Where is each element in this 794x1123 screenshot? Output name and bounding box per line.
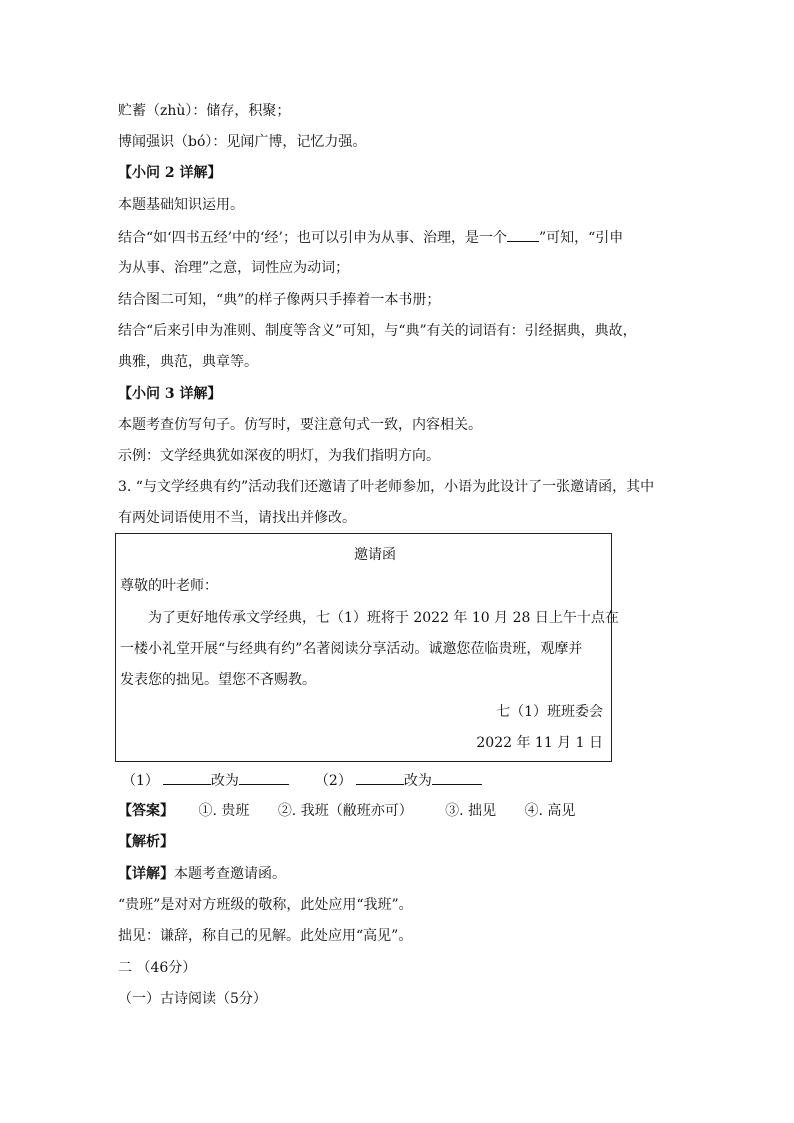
question-3-line-1: 3. “与文学经典有约”活动我们还邀请了叶老师参加，小语为此设计了一张邀请函，其中 xyxy=(118,479,655,495)
invitation-signer: 七（1）班班委会 xyxy=(496,704,603,720)
fill-blanks-line xyxy=(122,770,482,791)
q2-heading: 【小问 2 详解】 xyxy=(118,165,222,181)
vocab-line-2: 博闻强识（bó）：见闻广博，记忆力强。 xyxy=(118,134,367,150)
answer-option-1: ①. 贵班 xyxy=(198,803,250,819)
answer-label: 【答案】 xyxy=(118,803,174,819)
fill-blank-1a[interactable] xyxy=(163,770,211,785)
q2-paragraph-1-cont: 为从事、治理”之意，词性应为动词； xyxy=(118,260,350,276)
invitation-box xyxy=(115,533,619,762)
fill-blank-2b[interactable] xyxy=(432,770,482,785)
question-3-line-2: 有两处词语使用不当，请找出并修改。 xyxy=(118,510,356,526)
analysis-line-1: “贵班”是对对方班级的敬称，此处应用“我班”。 xyxy=(118,897,413,913)
fill-item-2-number: （2） xyxy=(314,773,352,789)
fill-blank-1b[interactable] xyxy=(239,770,289,785)
detail-label: 【详解】 xyxy=(118,866,174,882)
invitation-date: 2022 年 11 月 1 日 xyxy=(476,735,603,751)
detail-text: 本题考查邀请函。 xyxy=(174,866,286,882)
answer-option-3: ③. 拙见 xyxy=(445,803,497,819)
q2-paragraph-3: 结合“后来引申为准则、制度等含义”可知，与“典”有关的词语有：引经据典，典故， xyxy=(118,323,637,339)
q2-paragraph-3-cont: 典雅，典范，典章等。 xyxy=(118,354,258,370)
q2-p1-after: ”可知，“引申 xyxy=(538,230,624,246)
q2-paragraph-1 xyxy=(118,227,623,248)
answer-line xyxy=(118,801,575,821)
q2-p1-before: 结合“如‘四书五经’中的‘经’；也可以引申为从事、治理，是一个 xyxy=(118,230,507,246)
fill-item-2-change: 改为 xyxy=(403,773,432,789)
invitation-body-1: 为了更好地传承文学经典，七（1）班将于 2022 年 10 月 28 日上午十点在 xyxy=(148,610,619,626)
analysis-label: 【解析】 xyxy=(118,834,174,850)
invitation-salutation: 尊敬的叶老师： xyxy=(120,578,218,594)
q2-paragraph-2: 结合图二可知，“典”的样子像两只手捧着一本书册； xyxy=(118,292,441,308)
fill-blank-2a[interactable] xyxy=(356,770,404,785)
invitation-body-3: 发表您的拙见。望您不吝赐教。 xyxy=(120,672,316,688)
q2-blank xyxy=(507,227,539,242)
vocab-line-1: 贮蓄（zhù）：储存，积聚； xyxy=(118,103,291,119)
invitation-title: 邀请函 xyxy=(354,547,396,563)
section-title: 二 （46分） xyxy=(118,960,197,976)
fill-item-1-number: （1） xyxy=(122,773,159,789)
answer-option-2: ②. 我班（敝班亦可） xyxy=(277,803,413,819)
section-subtitle: （一）古诗阅读（5分） xyxy=(118,991,267,1007)
invitation-body-2: 一楼小礼堂开展“与经典有约”名著阅读分享活动。诚邀您莅临贵班，观摩并 xyxy=(120,641,583,657)
q3-intro: 本题考查仿写句子。仿写时，要注意句式一致，内容相关。 xyxy=(118,417,482,433)
q3-example: 示例：文学经典犹如深夜的明灯，为我们指明方向。 xyxy=(118,448,440,464)
answer-option-4: ④. 高见 xyxy=(524,803,576,819)
analysis-detail xyxy=(118,864,286,884)
fill-item-1-change: 改为 xyxy=(210,773,239,789)
q2-intro: 本题基础知识运用。 xyxy=(118,197,244,213)
q3-heading: 【小问 3 详解】 xyxy=(118,386,222,402)
analysis-line-2: 拙见：谦辞，称自己的见解。此处应用“高见”。 xyxy=(118,928,413,944)
